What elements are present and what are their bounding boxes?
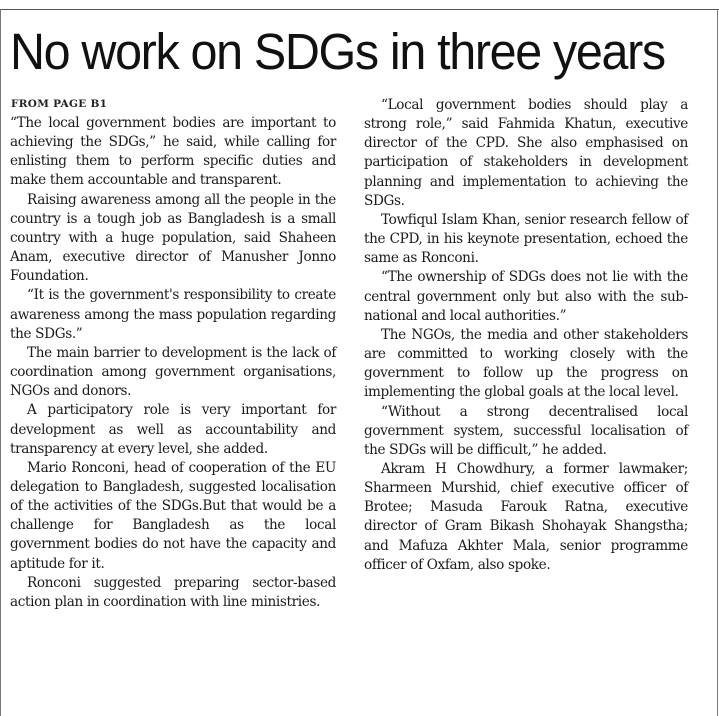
article-column-left [10, 114, 336, 612]
paragraph: The main barrier to development is the lack of coordination among government organisations, NGOs and donors. [10, 344, 336, 400]
paragraph: “Local government bodies should play a strong role,” said Fahmida Khatun, executive director of the CPD. She also emphasised on participation of stakeholders in development planning and implementation to achieving the SDGs. [364, 97, 688, 209]
paragraph: “The local government bodies are important to achieving the SDGs,” he said, while calling for enlisting them to perform specific duties and make them accountable and transparent. [10, 115, 336, 189]
paragraph: “The ownership of SDGs does not lie with the central government only but also with the sub-national and local authorities.” [364, 269, 688, 324]
paragraph: “Without a strong decentralised local government system, successful localisation of the SDGs will be difficult,” he added. [364, 403, 688, 458]
clipping-left-border [0, 9, 1, 716]
headline: No work on SDGs in three years [10, 23, 665, 80]
clipping-right-border [717, 9, 718, 716]
paragraph: “It is the government's responsibility to create awareness among the mass population regarding the SDGs.” [10, 287, 336, 342]
paragraph: Raising awareness among all the people in the country is a tough job as Bangladesh is a small country with a huge population, said Shaheen Anam, executive director of Manusher Jonno Foundation. [10, 191, 336, 285]
paragraph: Towfiqul Islam Khan, senior research fellow of the CPD, in his keynote presentation, echoed the same as Ronconi. [364, 211, 688, 267]
clipping-top-border [0, 9, 719, 10]
paragraph: Mario Ronconi, head of cooperation of the EU delegation to Bangladesh, suggested localisation of the activities of the SDGs.But that would be a challenge for Bangladesh as the local government bodies do not have the capacity and aptitude for it. [10, 459, 336, 572]
paragraph: The NGOs, the media and other stakeholders are committed to working closely with the government to follow up the progress on implementing the global goals at the local level. [364, 326, 688, 401]
continuation-kicker: FROM PAGE B1 [11, 98, 108, 110]
article-column-right [364, 96, 688, 575]
paragraph: A participatory role is very important for development as well as accountability and transparency at every level, she added. [10, 402, 336, 457]
paragraph: Ronconi suggested preparing sector-based action plan in coordination with line ministries. [10, 574, 336, 610]
paragraph: Akram H Chowdhury, a former lawmaker; Sharmeen Murshid, chief executive officer of Brotee; Masuda Farouk Ratna, executive director of Gram Bikash Shohayak Shangstha; and Mafuza Akhter Mala, senior programme officer of Oxfam, also spoke. [364, 460, 688, 573]
